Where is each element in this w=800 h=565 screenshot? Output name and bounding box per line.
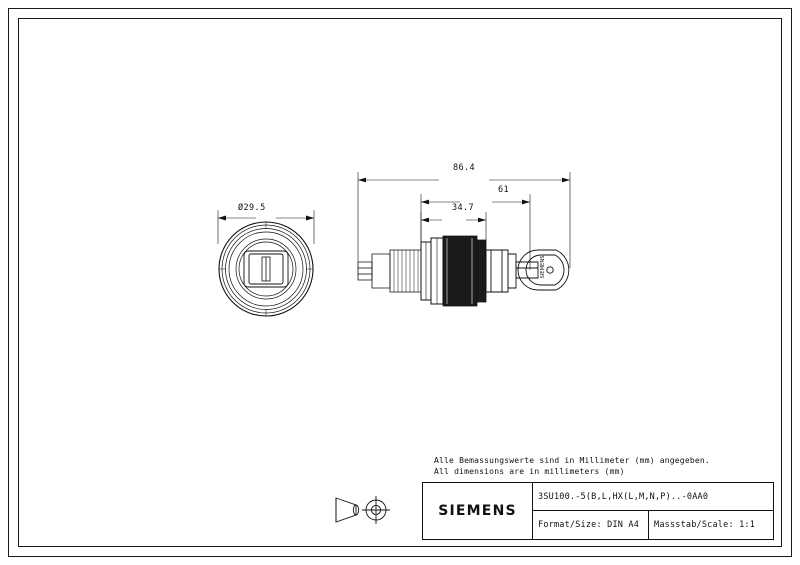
- title-block-logo-cell: [423, 483, 533, 539]
- side-view: [334, 150, 624, 340]
- units-note-line-de: Alle Bemassungswerte sind in Millimeter (mm) angegeben.: [434, 456, 710, 465]
- title-block-format-cell: [533, 511, 649, 539]
- units-note-line-en: All dimensions are in millimeters (mm): [434, 466, 625, 476]
- front-view: [196, 196, 336, 336]
- title-block: [422, 482, 774, 540]
- title-block-meta-row: [533, 511, 773, 539]
- projection-symbol-icon: [330, 488, 410, 532]
- title-block-part-row: [533, 483, 773, 511]
- dim-thread-length: 34.7: [452, 203, 475, 213]
- format-size: Format/Size: DIN A4: [538, 520, 640, 530]
- title-block-info: [533, 483, 773, 539]
- dim-body-length: 61: [498, 185, 510, 195]
- dim-overall-length: 86.4: [453, 163, 476, 173]
- units-note: [434, 456, 710, 477]
- scale: Massstab/Scale: 1:1: [654, 520, 756, 530]
- part-number: 3SU100.-5(B,L,HX(L,M,N,P)..-0AA0: [538, 491, 709, 502]
- key-brand-label: SIEMENS: [540, 255, 546, 279]
- dim-front-diameter: Ø29.5: [238, 203, 266, 213]
- title-block-scale-cell: [649, 511, 773, 539]
- siemens-logo: SIEMENS: [438, 503, 517, 519]
